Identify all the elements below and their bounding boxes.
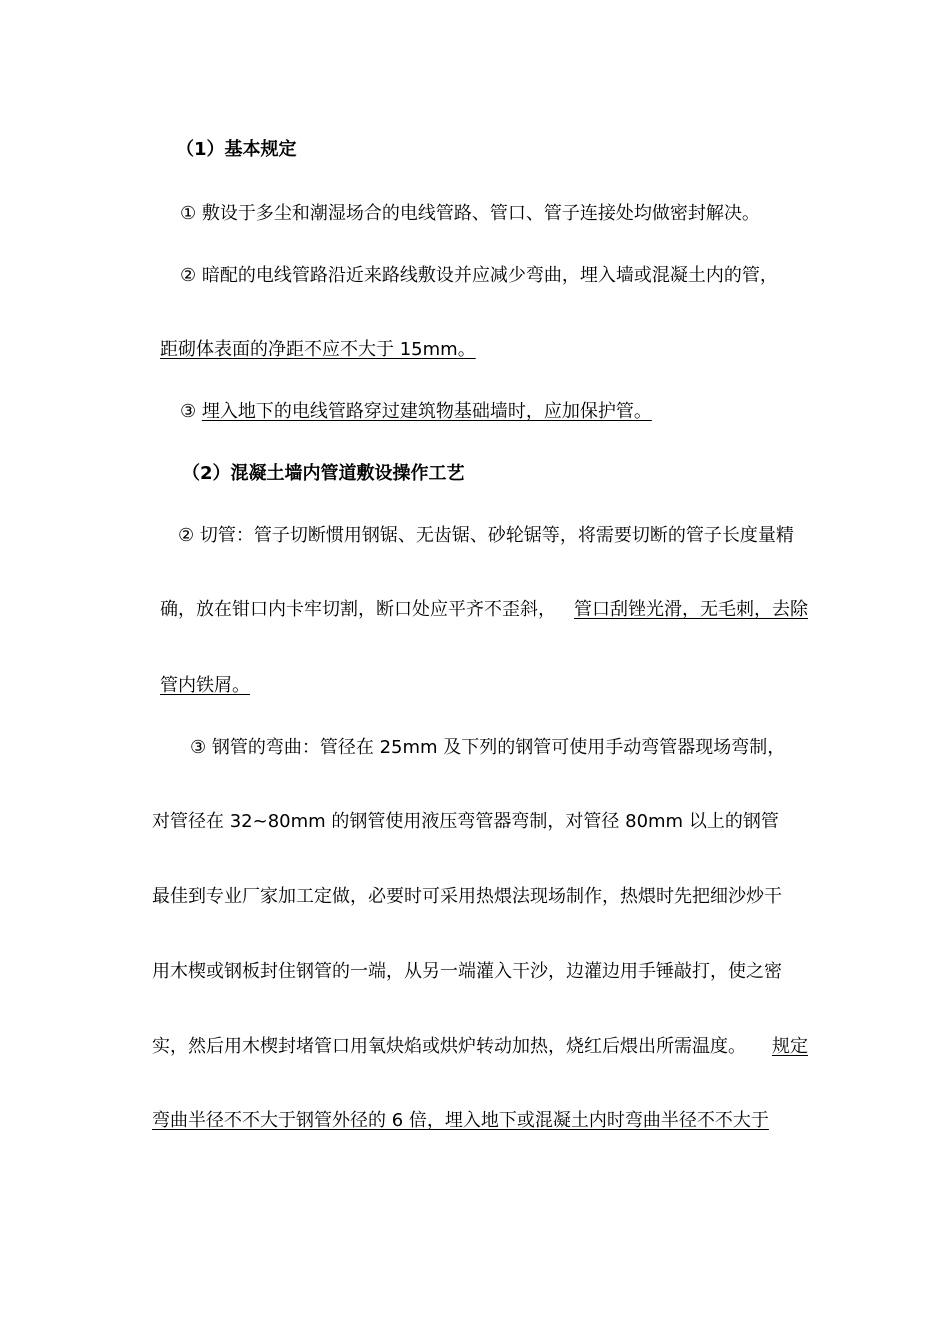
rule-item-3 (180, 400, 652, 424)
underlined-text: 管内铁屑。 (160, 675, 250, 696)
section-heading-wall-conduit: （2）混凝土墙内管道敷设操作工艺 (182, 463, 465, 484)
rule-item-2-line-1: ② 暗配的电线管路沿近来路线敷设并应减少弯曲，埋入墙或混凝土内的管， (180, 265, 778, 286)
underlined-text: 弯曲半径不不大于钢管外径的 6 倍，埋入地下或混凝土内时弯曲半径不不大于 (152, 1110, 769, 1131)
item-marker: ③ (180, 401, 202, 422)
underlined-text: 距砌体表面的净距不应不大于 15mm。 (160, 339, 476, 360)
pipe-bending-line-3: 最佳到专业厂家加工定做，必要时可采用热煨法现场制作，热煨时先把细沙炒干 (152, 886, 782, 907)
pipe-bending-line-2: 对管径在 32~80mm 的钢管使用液压弯管器弯制，对管径 80mm 以上的钢管 (152, 811, 779, 832)
pipe-cutting-line-2 (160, 598, 808, 622)
plain-text: 实，然后用木楔封堵管口用氧炔焰或烘炉转动加热，烧红后煨出所需温度。 (152, 1036, 746, 1057)
underlined-text: 规定 (772, 1036, 808, 1057)
section-heading-basic-rules: （1）基本规定 (176, 139, 297, 160)
rule-item-2-line-2 (160, 338, 476, 362)
rule-item-1: ① 敷设于多尘和潮湿场合的电线管路、管口、管子连接处均做密封解决。 (180, 203, 760, 224)
underlined-text: 埋入地下的电线管路穿过建筑物基础墙时，应加保护管。 (201, 401, 652, 422)
pipe-bending-line-6 (152, 1109, 769, 1133)
pipe-bending-line-1: ③ 钢管的弯曲：管径在 25mm 及下列的钢管可使用手动弯管器现场弯制， (190, 737, 786, 758)
underlined-text: 管口刮锉光滑，无毛刺，去除 (574, 599, 808, 620)
pipe-bending-line-4: 用木楔或钢板封住钢管的一端，从另一端灌入干沙，边灌边用手锤敲打，使之密 (152, 961, 782, 982)
pipe-cutting-line-1: ② 切管：管子切断惯用钢锯、无齿锯、砂轮锯等，将需要切断的管子长度量精 (178, 525, 794, 546)
pipe-bending-line-5 (152, 1035, 808, 1059)
plain-text: 确，放在钳口内卡牢切割，断口处应平齐不歪斜， (160, 599, 556, 620)
pipe-cutting-line-3 (160, 674, 250, 698)
